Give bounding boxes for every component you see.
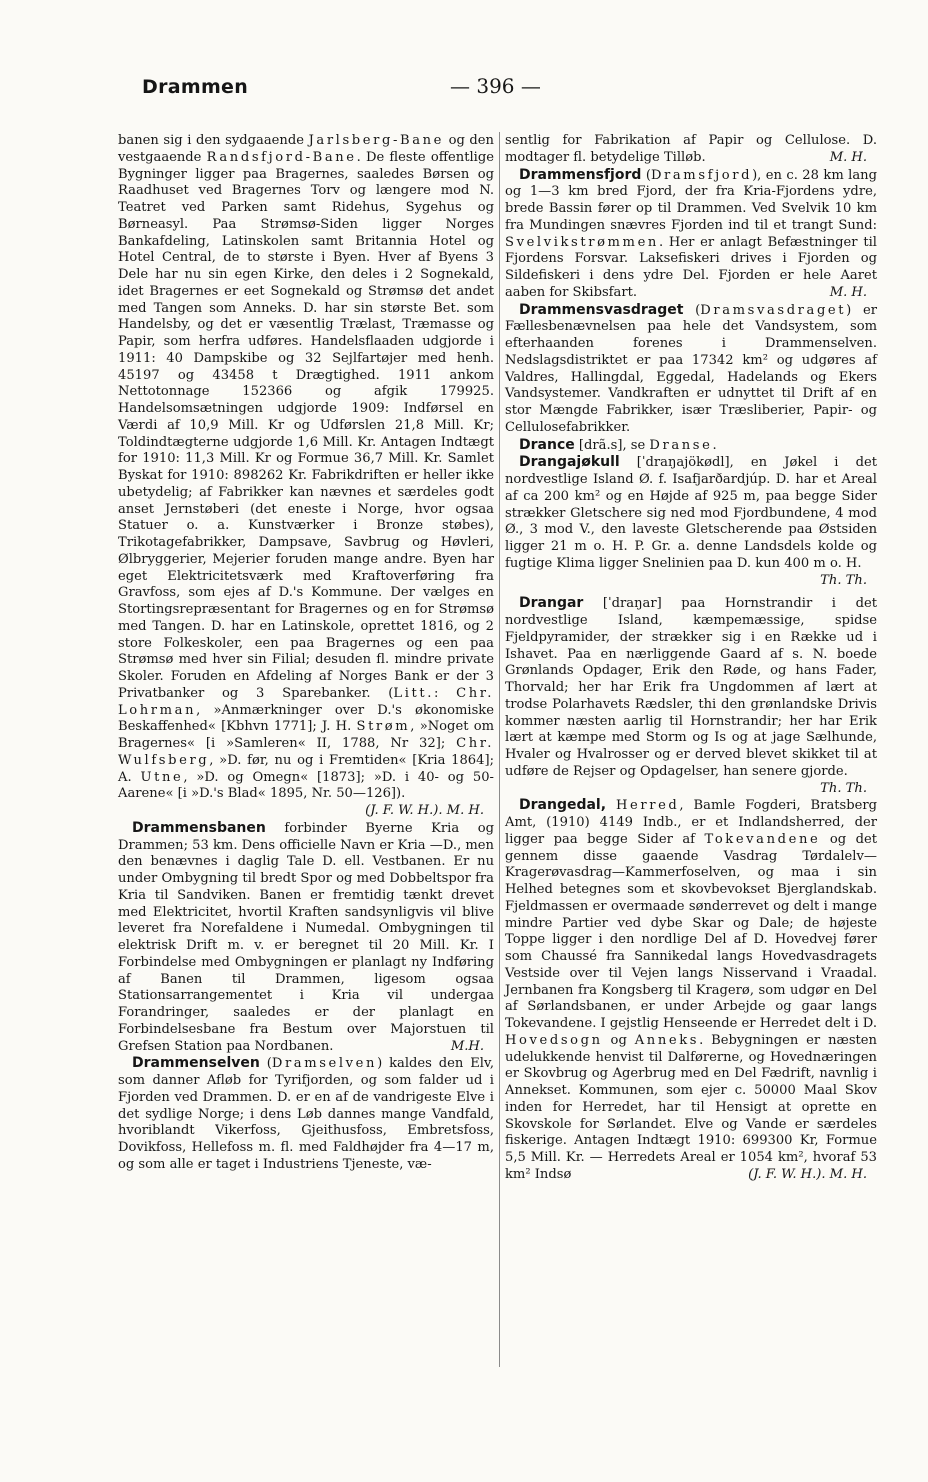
author-signature: (J. F. W. H.). M. H. — [748, 1166, 867, 1182]
body-text: ), en c. 28 km lang og 1—3 km bred Fjord, der fra Kria-Fjordens ydre, brede Bassin fører op til Drammen. Ved Svelvik 10 km fra Mundingen snævres Fjorden ind til et trangt Sund: — [505, 167, 877, 233]
body-text: [ˈdraŋar] paa Hornstrandir i det nordvestlige Island, kæmpemæssige, spidse Fjeldpyramider, der strækker sig i en Række ud i Ishavet. Paa en nærliggende Gaard af s. N. boede Grønlands Opdager, Erik den Røde, og hans Fader, Thorvald; her har Erik fra Ungdommen af lært at trodse Polarhavets Rædsler, thi den grønlandske Drivis kommer næsten aarlig til Hornstrandir; her har Erik lært at kæmpe med Storm og Is og at jage Sælhunde, Hvaler og Hvalrosser og er derved blevet skikket til at udføre de Rejser og Opdagelser, han senere gjorde. — [505, 596, 877, 779]
spaced-term: Dramsfjord — [650, 167, 753, 183]
body-text: og det gennem disse gaaende Vasdrag Tørdalelv—Kragerøvasdrag—Kammerfoselven, og maa i sin Helhed betegnes som et skovbevokset Bjerglandskab. Fjeldmassen er overmaade sønderrevet og delt i mange mindre Partier ved dybe Skar og Dale; de højeste Toppe ligger i den nordlige Del af D. Hovedvej fører som Chaussé fra Sannikedal langs Hovedvasdragets Vestside over til Vejen langs Nisservand i Vraadal. Jernbanen fra Kongsberg til Kragerø, som udgør en Del af Sørlandsbanen, er under Arbejde og gaar langs Tokevandene. I gejstlig Henseende er Herredet delt i D. — [505, 831, 878, 1031]
body-text: og — [602, 1032, 635, 1048]
spaced-term: Chr. Wulfsberg — [118, 736, 494, 768]
headword: Drammensbanen — [132, 819, 266, 836]
author-signature: M. H. — [829, 284, 867, 300]
spaced-term: Hovedsogn — [505, 1032, 603, 1048]
article-drangedal — [505, 797, 877, 1183]
page-header — [0, 72, 928, 106]
article-drammenselven — [118, 1055, 494, 1173]
body-text: ( — [683, 302, 701, 318]
body-text: , »D. og Omegn« [1873]; »D. i 40- og 50-Aarene« [i »D.'s Blad« 1895, Nr. 50—126]). — [118, 769, 494, 802]
spaced-term: Chr. Lohrman — [118, 685, 494, 718]
author-signature: (J. F. W. H.). M. H. — [365, 803, 484, 818]
headword: Drammenselven — [132, 1055, 260, 1072]
article-drammensfjord — [505, 167, 877, 302]
body-text: og den vestgaaende — [118, 133, 494, 165]
body-text: , Bamle Fogderi, Bratsberg Amt, (1910) 4149 Indb., er et Indlandsherred, der ligger paa begge Sider af — [505, 798, 877, 847]
spaced-term: Herred — [616, 798, 680, 814]
spaced-term: Jarlsberg-Bane — [308, 133, 444, 148]
author-signature: Th. Th. — [820, 572, 867, 588]
spaced-term: Tokevandene — [704, 831, 821, 847]
spaced-term: Utne — [140, 769, 184, 785]
body-text: [ˈdraŋajökødl], en Jøkel i det nordvestlige Island Ø. f. Isafjarðardjúp. D. har et Areal af ca 200 km² og en Højde af 925 m, paa begge Sider strækker Gletschere sig ned mod Fjordbundene, 4 mod Ø., 3 mod V., den laveste Gletscherende paa Østsiden ligger 21 m o. H. P. Gr. a. denne Landsdels kolde og fugtige Klima ligger Snelinien paa D. kun 400 m o. H. — [505, 455, 877, 571]
headword: Drangar — [519, 595, 584, 612]
right-column — [505, 133, 877, 1184]
left-column — [118, 133, 494, 1174]
body-text: forbinder Byerne Kria og Drammen; 53 km. Dens officielle Navn er Kria —D., men den benævnes i daglig Tale D. ell. Vestbanen. Er nu under Ombygning til bredt Spor og med Dobbeltspor fra Kria til Sandviken. Banen er fremtidig tænkt drevet med Elektricitet, hvortil Kraften sandsynligvis vil blive leveret fra Norefaldene i Numedal. Ombygningen til elektrisk Drift m. v. er beregnet til 20 Mill. Kr. I Forbindelse med Ombygningen er planlagt ny Indføring af Banen til Drammen, ligesom ogsaa Stationsarrangementet i Kria vil undergaa Forandringer, saaledes er der planlagt en Forbindelsesbane fra Bestum over Majorstuen til Grefsen Station paa Nordbanen. — [118, 820, 494, 1054]
headword: Drangedal, — [519, 797, 607, 814]
headword: Drance — [519, 436, 575, 453]
spaced-term: Dramsvasdraget — [700, 302, 847, 318]
author-signature: M.H. — [450, 1038, 484, 1054]
article-drangajokull — [505, 454, 877, 589]
headword: Drammensvasdraget — [519, 301, 684, 318]
author-signature: Th. Th. — [820, 780, 867, 796]
body-text: , »Noget om Bragernes« [i »Samleren« II, 1788, Nr 32]; — [118, 719, 495, 751]
body-text: . — [712, 437, 717, 453]
article-drance — [505, 437, 877, 455]
headword: Drangajøkull — [519, 454, 620, 471]
body-text: [drã.s], se — [574, 437, 650, 453]
body-text: ) kaldes den Elv, som danner Afløb for Tyrifjorden, og som falder ud i Fjorden ved Drammen. D. er en af de vandrigeste Elve i det sydlige Norge; i dens Løb dannes mange Vandfald, hvoriblandt Vikerfoss, Gjeithusfoss, Embretsfoss, Dovikfoss, Hellefoss m. fl. med Faldhøjder fra 4—17 m, og som alle er taget i Industriens Tjeneste, væ- — [118, 1056, 494, 1172]
body-text: ( — [259, 1056, 272, 1072]
article-drammensvasdraget — [505, 302, 877, 437]
article-drammen-continued — [118, 133, 494, 820]
body-text: : — [434, 685, 457, 701]
spaced-term: Strøm — [356, 719, 411, 735]
author-signature: M. H. — [829, 149, 867, 165]
spaced-term: Dramselven — [271, 1056, 378, 1072]
spaced-term: Randsfjord-Bane — [206, 149, 357, 165]
column-divider — [499, 132, 500, 1367]
spaced-term: Anneks — [634, 1032, 700, 1048]
body-text: , »D. før, nu og i Fremtiden« [Kria 1864]; A. — [118, 752, 494, 785]
body-text: ( — [641, 167, 651, 183]
page-number: — 396 — — [450, 74, 541, 98]
article-drammensbanen — [118, 820, 494, 1056]
article-drammenselven-continued — [505, 133, 877, 167]
headword: Drammensfjord — [519, 166, 642, 183]
body-text: ) er Fællesbenævnelsen paa hele det Vandsystem, som efterhaanden forenes i Drammenselven. Nedslagsdistriktet er paa 17342 km² og udgøres af Valdres, Hallingdal, Eggedal, Hadelands og Ekers Vandsystemer. Vandkraften er udnyttet til Drift af en stor Mængde Fabrikker, især Træsliberier, Papir- og Cellulosefabrikker. — [505, 302, 877, 435]
body-text: . Bebygningen er næsten udelukkende henvist til Dalførerne, og Hovednæringen er Skovbrug og Agerbrug med en Del Fædrift, navnlig i Annekset. Kommunen, som ejer c. 50000 Maal Skov inden for Herredet, har til Hensigt at oprette en Skovskole for Sørlandet. Elve og Vande er særdeles fiskerige. Antagen Indtægt 1910: 699300 Kr, Formue 5,5 Mill. Kr. — Herredets Areal er 1054 km², hvoraf 53 km² Indsø — [505, 1032, 877, 1182]
article-drangar — [505, 595, 877, 797]
body-text: sentlig for Fabrikation af Papir og Cellulose. D. modtager fl. betydelige Tilløb. — [505, 133, 877, 165]
body-text: . De fleste offentlige Bygninger ligger paa Bragernes, saaledes Børsen og Raadhuset ved Bragernes Torv og længere mod N. Teatret ved Parken samt Ridehus, Sygehus og Børneasyl. Paa Strømsø-Siden ligger Norges Bankafdeling, Latinskolen samt Britannia Hotel og Hotel Central, de to største i Byen. Hver af Byens 3 Dele har nu sin egen Kirke, den deles i 2 Sognekald, idet Bragernes er eet Sognekald og Strømsø det andet med Tangen som Anneks. D. har sin største Bet. som Handelsby, og det er væsentlig Trælast, Træmasse og Papir, som herfra udføres. Handelsflaaden udgjorde i 1911: 40 Dampskibe og 32 Sejlfartøjer med henh. 45197 og 43458 t Drægtighed. 1911 ankom Nettotonnage 152366 og afgik 179925. Handelsomsætningen udgjorde 1909: Indførsel en Værdi af 10,9 Mill. Kr og Udførslen 21,8 Mill. Kr; Toldindtægterne udgjorde 1,6 Mill. Kr. Antagen Indtægt for 1910: 11,3 Mill. Kr og Formue 36,7 Mill. Kr. Samlet Byskat for 1910: 898262 Kr. Fabrikdriften er heller ikke ubetydelig; af Fabrikker kan nævnes et særdeles godt anset Jernstøberi (det eneste i Norge, hvor ogsaa Statuer o. a. Kunstværker i Bronze støbes), Trikotagefabrikker, Dampsave, Savbrug og Høvleri, Ølbryggerier, Mejerier foruden mange andre. Byen har eget Elektricitetsværk med Kraftoverføring fra Gravfoss, som ejes af D.'s Kommune. Der vælges en Stortingsrepræsentant for Bragernes og en for Strømsø med Tangen. D. har en Latinskole, oprettet 1816, og 2 store Folkeskoler, een paa Bragernes og een paa Strømsø med hver sin Filial; desuden fl. mindre private Skoler. Foruden en Afdeling af Norges Bank er der 3 Privatbanker og 3 Sparebanker. ( — [118, 149, 494, 701]
spaced-term: Litt. — [393, 685, 434, 701]
spaced-term: Svelvikstrømmen — [505, 234, 659, 250]
body-text: , »Anmærkninger over D.'s økonomiske Beskaffenhed« [Kbhvn 1771]; J. H. — [118, 702, 494, 735]
body-text — [606, 798, 616, 813]
body-text: . Her er anlagt Befæstninger til Fjordens Forsvar. Laksefiskeri drives i Fjorden og Sildefiskeri i dens ydre Del. Fjorden er hele Aaret aaben for Skibsfart. — [505, 234, 877, 300]
running-head: Drammen — [142, 76, 249, 98]
body-text: banen sig i den sydgaaende — [118, 133, 309, 148]
spaced-term: Dranse — [649, 437, 713, 453]
